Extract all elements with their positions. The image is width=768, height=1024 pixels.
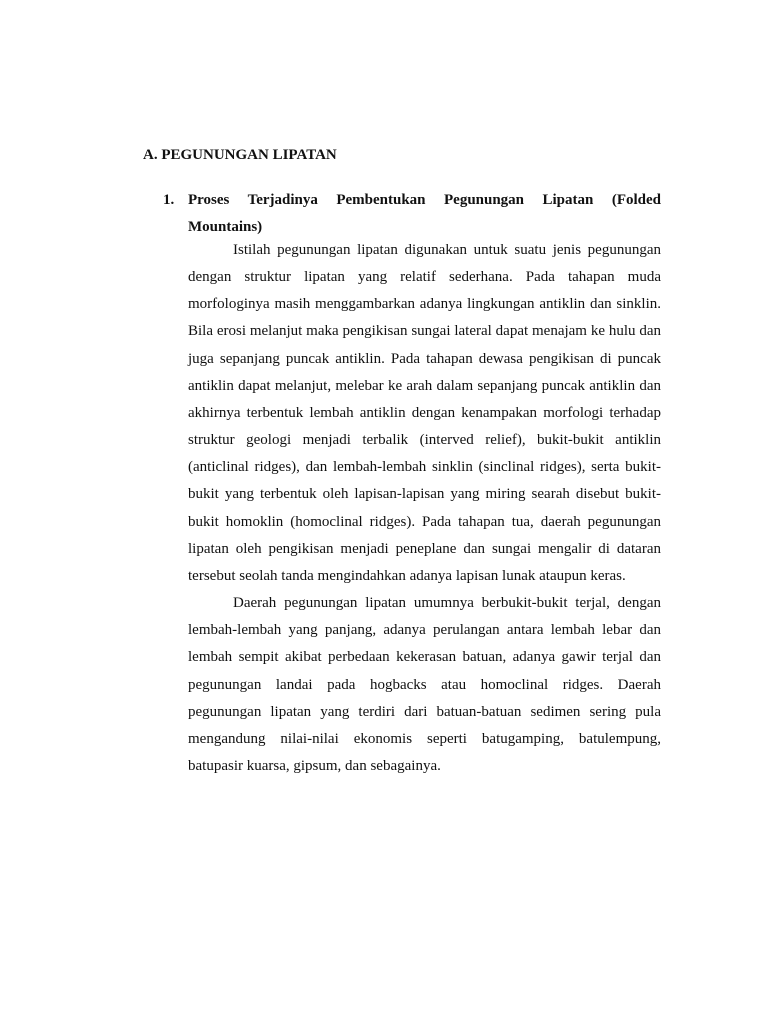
paragraph-2: Daerah pegunungan lipatan umumnya berbukit-bukit terjal, dengan lembah-lembah yang panjang, adanya perulangan antara lembah lebar dan lembah sempit akibat perbedaan kekerasan batuan, adanya gawir terjal dan pegunungan landai pada hogbacks atau homoclinal ridges. Daerah pegunungan lipatan yang terdiri dari batuan-batuan sedimen sering pula mengandung nilai-nilai ekonomis seperti batugamping, batulempung, batupasir kuarsa, gipsum, dan sebagainya. [188,595,661,774]
subsection-number: 1. [163,192,175,208]
section-heading: A. PEGUNUNGAN LIPATAN [143,147,337,163]
subsection-heading [163,187,661,240]
paragraph-1: Istilah pegunungan lipatan digunakan untuk suatu jenis pegunungan dengan struktur lipatan yang relatif sederhana. Pada tahapan muda morfologinya masih menggambarkan adanya lingkungan antiklin dan sinklin. Bila erosi melanjut maka pengikisan sungai lateral dapat menajam ke hulu dan juga sepanjang puncak antiklin. Pada tahapan dewasa pengikisan di puncak antiklin dapat melanjut, melebar ke arah dalam sepanjang puncak antiklin dan akhirnya terbentuk lembah antiklin dengan kenampakan morfologi terhadap struktur geologi menjadi terbalik (interved relief), bukit-bukit antiklin (anticlinal ridges), dan lembah-lembah sinklin (sinclinal ridges), serta bukit-bukit yang terbentuk oleh lapisan-lapisan yang miring searah disebut bukit-bukit homoklin (homoclinal ridges). Pada tahapan tua, daerah pegunungan lipatan oleh pengikisan menjadi peneplane dan sungai mengalir di dataran tersebut seolah tanda mengindahkan adanya lapisan lunak ataupun keras. [188,242,661,584]
subsection-title: Proses Terjadinya Pembentukan Pegunungan Lipatan (Folded Mountains) [188,192,661,235]
body-text [188,237,661,780]
